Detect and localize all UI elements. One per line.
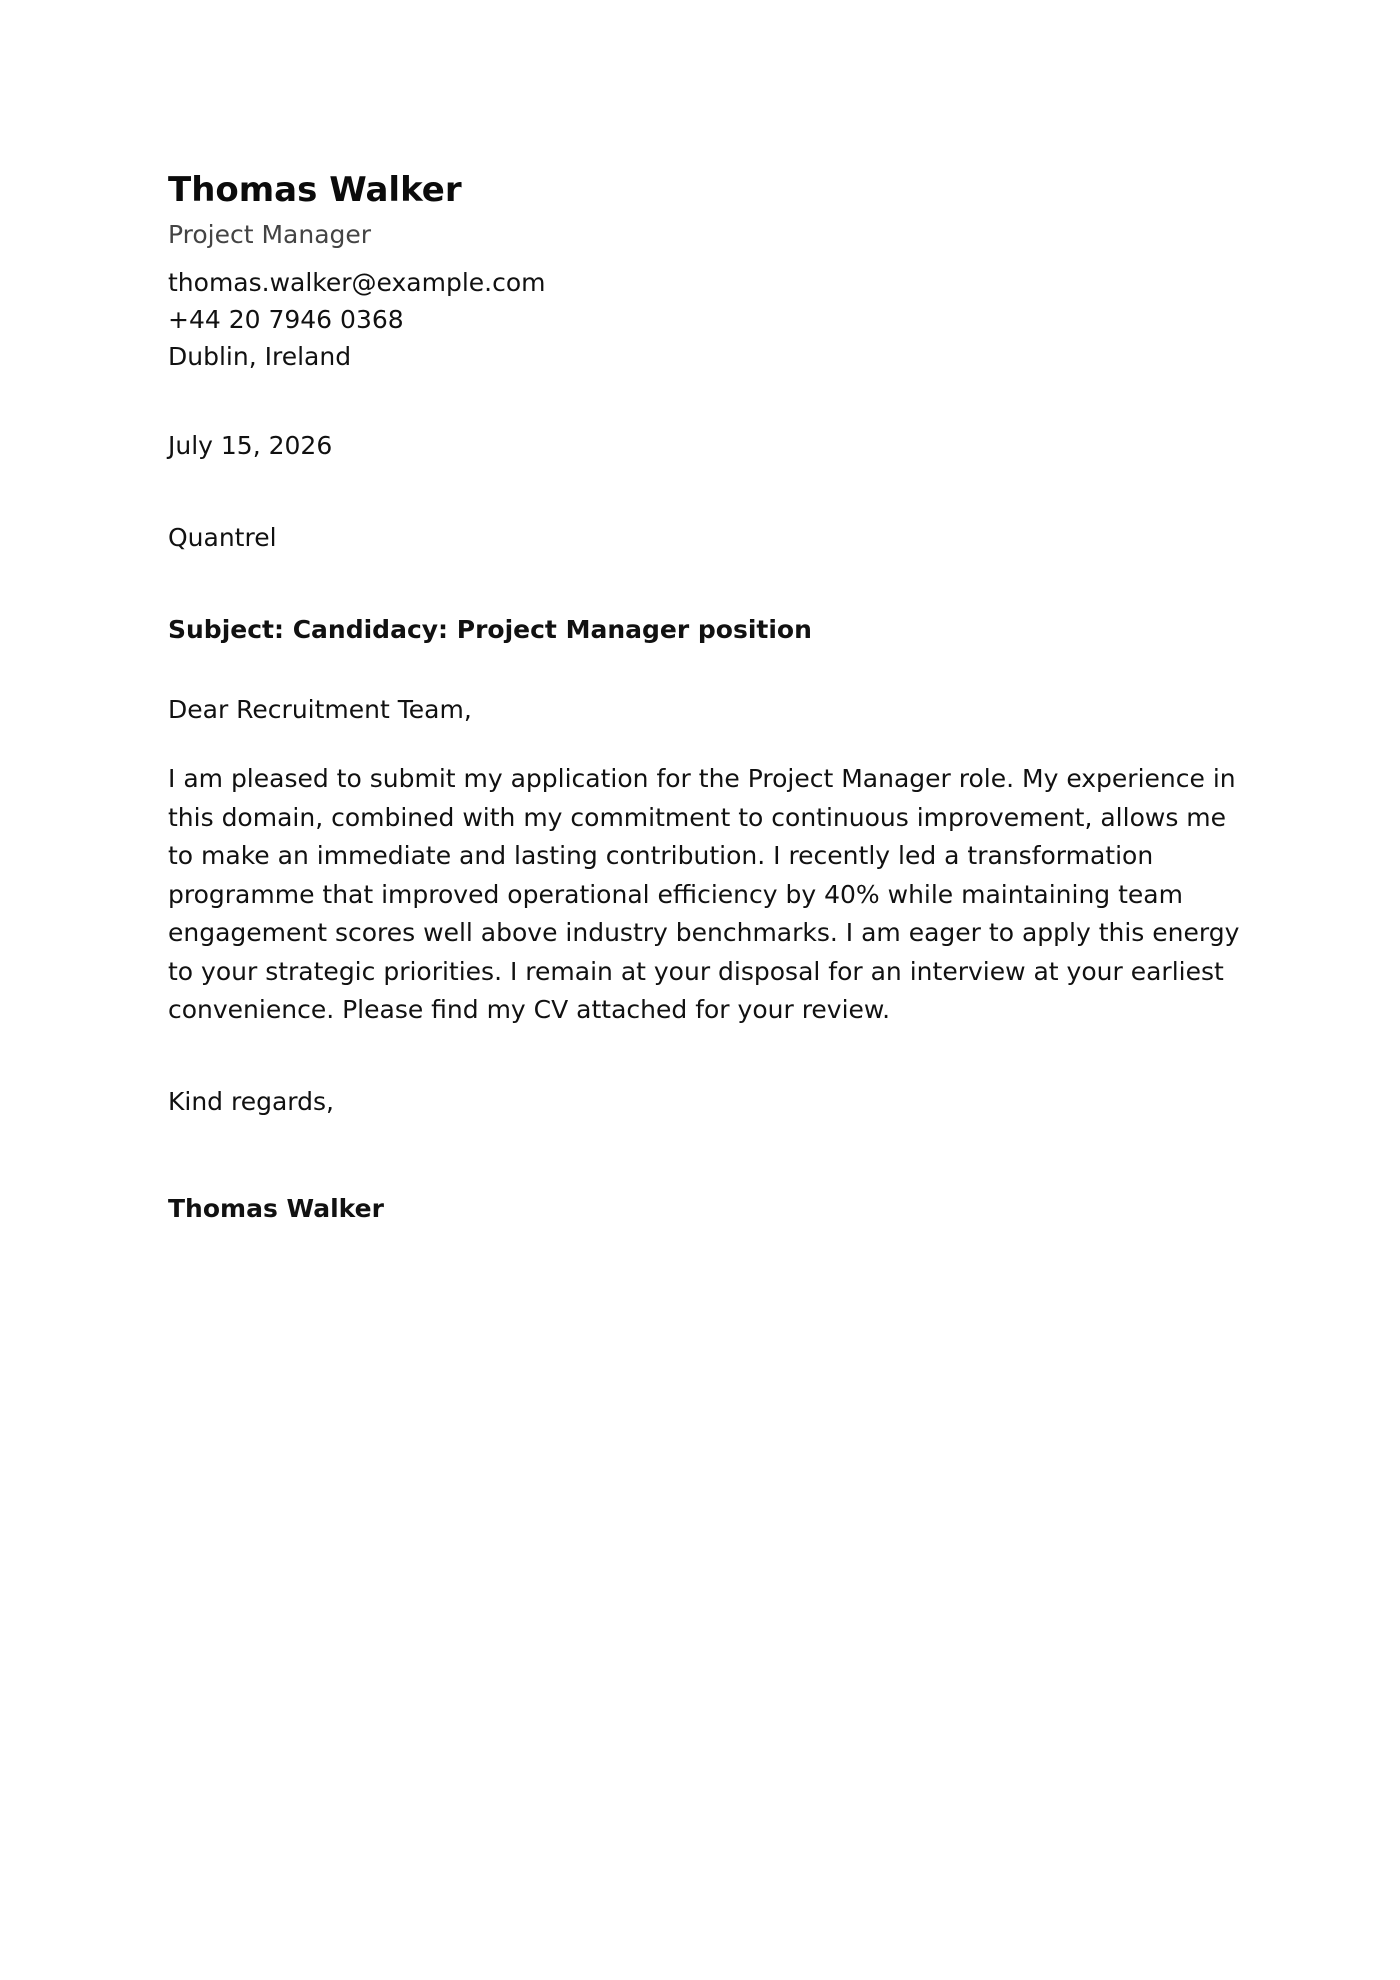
letter-closing: Kind regards, [168,1086,334,1116]
recipient-company: Quantrel [168,523,277,552]
contact-block [168,264,1248,375]
cover-letter [168,168,1248,1227]
letter-signature: Thomas Walker [168,1193,384,1223]
sender-location: Dublin, Ireland [168,342,352,371]
letter-date: July 15, 2026 [168,431,333,460]
sender-title: Project Manager [168,220,372,249]
letter-body: I am pleased to submit my application for the Project Manager role. My experience in this domain, combined with my commitment to continuous improvement, allows me to make an immediate and lasting contribution. I recently led a transformation programme that improved operational efficiency by 40% while maintaining team engagement scores well above industry benchmarks. I am eager to apply this energy to your strategic priorities. I remain at your disposal for an interview at your earliest convenience. Please find my CV attached for your review. [168,764,1240,1024]
letter-subject: Subject: Candidacy: Project Manager position [168,615,812,644]
sender-phone: +44 20 7946 0368 [168,305,404,334]
letter-greeting: Dear Recruitment Team, [168,695,472,724]
sender-name: Thomas Walker [168,170,462,210]
sender-email: thomas.walker@example.com [168,268,546,297]
